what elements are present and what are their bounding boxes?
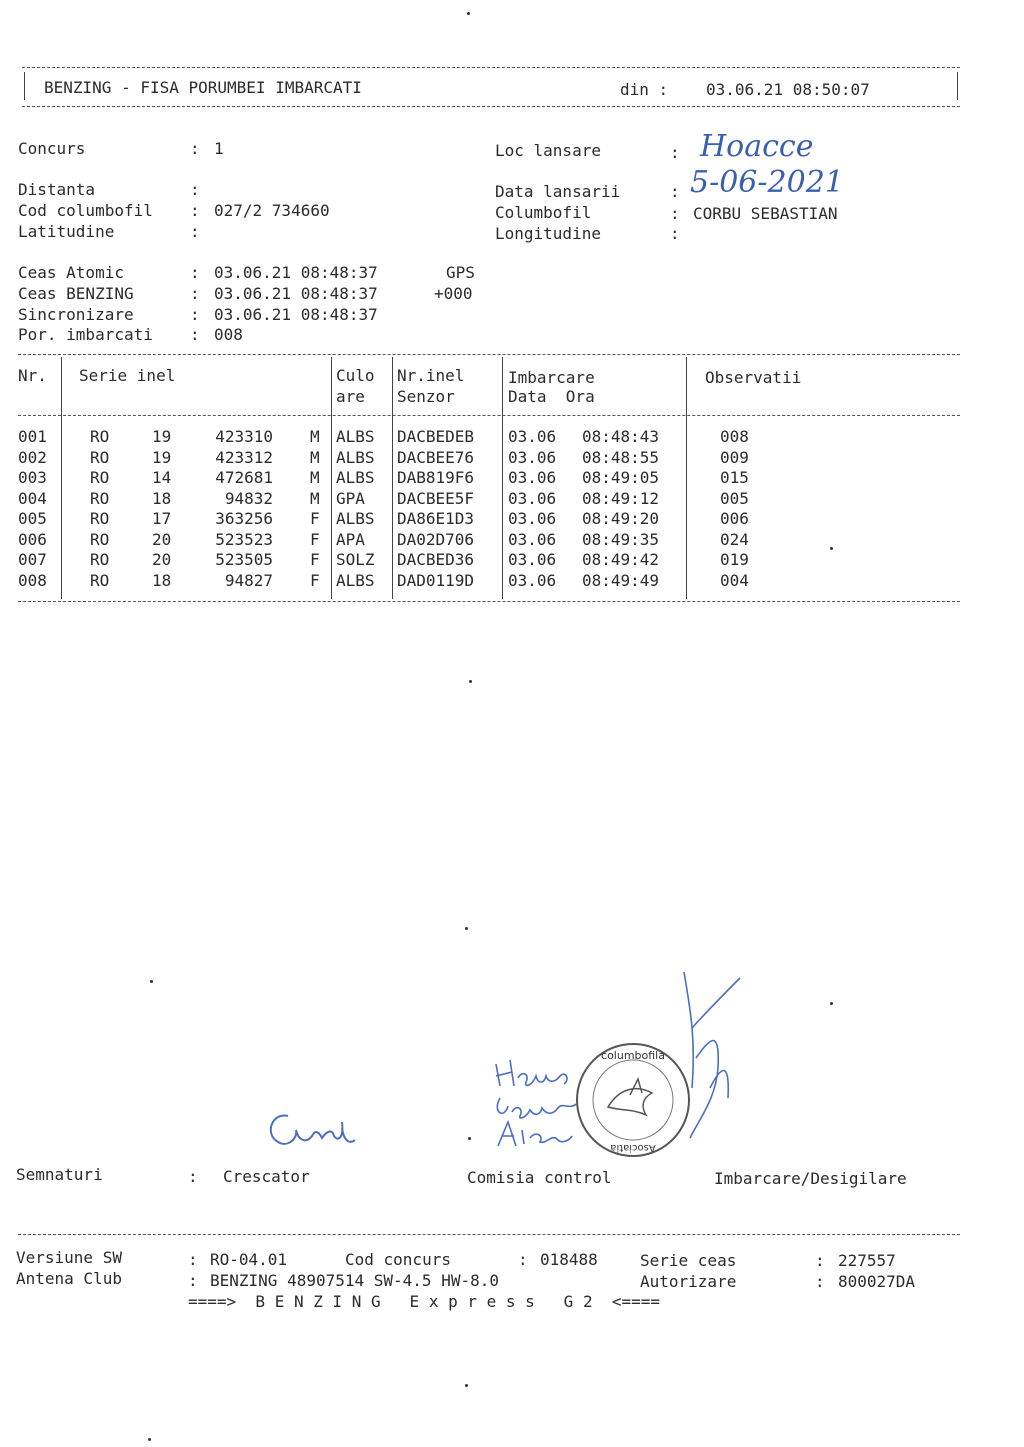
row-country: RO — [90, 468, 110, 487]
loc-lansare-colon: : — [670, 143, 680, 162]
header-date-label: din : — [620, 80, 669, 99]
row-obs: 024 — [720, 529, 749, 549]
cod-concurs-label: Cod concurs — [345, 1250, 451, 1269]
row-color: ALBS — [336, 570, 375, 590]
row-time: 08:48:55 — [582, 447, 660, 467]
data-lansarii-label: Data lansarii — [495, 182, 621, 201]
row-date: 03.06 — [508, 550, 557, 569]
row-time: 08:49:49 — [582, 570, 660, 590]
scan-speck — [830, 547, 833, 550]
row-country: RO — [90, 447, 110, 467]
ceas-benzing-suffix: +000 — [434, 284, 473, 303]
row-date: 03.06 — [508, 529, 557, 549]
data-lansarii-colon: : — [670, 182, 680, 201]
imbarcare-desigilare-label: Imbarcare/Desigilare — [714, 1169, 907, 1188]
por-imbarcati-label: Por. imbarcati — [18, 325, 153, 344]
row-time: 08:49:42 — [582, 550, 660, 569]
row-time: 08:49:35 — [582, 529, 660, 549]
row-nr: 003 — [18, 468, 47, 487]
comisia-control-label: Comisia control — [467, 1168, 612, 1187]
row-year: 18 — [152, 570, 172, 590]
sincronizare-colon: : — [190, 305, 200, 324]
row-sensor: DACBEE76 — [397, 447, 475, 467]
semnaturi-colon: : — [188, 1167, 198, 1186]
scan-speck — [465, 927, 468, 930]
semnaturi-label: Semnaturi — [16, 1165, 103, 1184]
cod-concurs-value: 018488 — [540, 1250, 598, 1269]
row-color: APA — [336, 529, 365, 549]
row-country: RO — [90, 550, 110, 569]
row-color: ALBS — [336, 468, 375, 487]
row-ring: 423310 — [215, 427, 273, 446]
row-sex: F — [310, 550, 320, 569]
columbofil-label: Columbofil — [495, 203, 592, 222]
row-nr: 001 — [18, 427, 47, 446]
longitudine-colon: : — [670, 224, 680, 243]
row-date: 03.06 — [508, 468, 557, 487]
row-obs: 006 — [720, 509, 749, 528]
por-imbarcati-value: 008 — [214, 325, 243, 344]
scan-speck — [830, 1002, 833, 1005]
row-country: RO — [90, 509, 110, 528]
por-imbarcati-colon: : — [190, 325, 200, 344]
row-ring: 94832 — [224, 488, 273, 508]
loc-lansare-handwritten: Hoacce — [700, 129, 814, 164]
imbarcare-signature — [670, 968, 750, 1148]
row-ring: 472681 — [215, 468, 273, 487]
latitudine-colon: : — [190, 222, 200, 241]
autorizare-colon: : — [815, 1272, 825, 1291]
concurs-colon: : — [190, 139, 200, 158]
row-sex: F — [310, 509, 320, 528]
autorizare-label: Autorizare — [640, 1272, 737, 1291]
cod-columbofil-value: 027/2 734660 — [214, 201, 330, 220]
serie-ceas-value: 227557 — [838, 1251, 896, 1270]
data-lansarii-handwritten: 5-06-2021 — [690, 165, 844, 200]
row-sex: F — [310, 529, 320, 549]
row-date: 03.06 — [508, 570, 557, 590]
versiune-sw-colon: : — [188, 1250, 198, 1269]
row-sensor: DA86E1D3 — [397, 509, 475, 528]
row-obs: 005 — [720, 488, 749, 508]
footer-separator — [18, 1234, 960, 1235]
scan-speck — [469, 680, 472, 683]
row-nr: 004 — [18, 488, 47, 508]
cod-columbofil-label: Cod columbofil — [18, 201, 153, 220]
row-year: 19 — [152, 447, 172, 467]
row-nr: 002 — [18, 447, 47, 467]
row-year: 20 — [152, 529, 172, 549]
crescator-signature — [258, 1098, 358, 1158]
row-color: ALBS — [336, 427, 375, 446]
header-date-value: 03.06.21 08:50:07 — [706, 80, 870, 99]
ceas-atomic-suffix: GPS — [446, 263, 475, 282]
row-color: ALBS — [336, 509, 375, 528]
header-left-border — [24, 72, 25, 100]
ceas-atomic-value: 03.06.21 08:48:37 — [214, 263, 378, 282]
scan-speck — [150, 980, 153, 983]
ceas-atomic-label: Ceas Atomic — [18, 263, 124, 282]
row-nr: 006 — [18, 529, 47, 549]
col-header-nr-inel: Nr.inel — [397, 366, 465, 385]
row-sex: M — [310, 427, 320, 446]
col-header-culoare: Culo — [336, 366, 375, 385]
distanta-colon: : — [190, 180, 200, 199]
distanta-label: Distanta — [18, 180, 96, 199]
scan-speck — [467, 12, 470, 15]
row-sensor: DAD0119D — [397, 570, 475, 590]
sincronizare-value: 03.06.21 08:48:37 — [214, 305, 378, 324]
col-header-observatii: Observatii — [705, 368, 802, 387]
row-sensor: DA02D706 — [397, 529, 475, 549]
row-time: 08:48:43 — [582, 427, 660, 446]
row-ring: 523505 — [215, 550, 273, 569]
columbofil-colon: : — [670, 204, 680, 223]
row-ring: 423312 — [215, 447, 273, 467]
col-header-data-ora: Data Ora — [508, 387, 595, 406]
row-sensor: DAB819F6 — [397, 468, 475, 487]
row-nr: 008 — [18, 570, 47, 590]
versiune-sw-label: Versiune SW — [16, 1248, 122, 1267]
row-country: RO — [90, 570, 110, 590]
row-obs: 019 — [720, 550, 749, 569]
row-ring: 94827 — [224, 570, 273, 590]
row-date: 03.06 — [508, 427, 557, 446]
table-header-border — [18, 415, 960, 416]
crescator-label: Crescator — [223, 1167, 310, 1186]
col-header-culoare-2: are — [336, 387, 365, 406]
row-year: 18 — [152, 488, 172, 508]
col-header-imbarcare: Imbarcare — [508, 368, 595, 387]
row-obs: 009 — [720, 447, 749, 467]
col-header-serie: Serie inel — [79, 366, 176, 385]
row-year: 17 — [152, 509, 172, 528]
row-time: 08:49:20 — [582, 509, 660, 528]
svg-text:columbofila: columbofila — [601, 1049, 665, 1062]
longitudine-label: Longitudine — [495, 224, 601, 243]
ceas-benzing-colon: : — [190, 284, 200, 303]
row-country: RO — [90, 529, 110, 549]
row-color: ALBS — [336, 447, 375, 467]
table-col-separator — [61, 357, 62, 599]
row-nr: 007 — [18, 550, 47, 569]
ceas-benzing-value: 03.06.21 08:48:37 — [214, 284, 378, 303]
row-obs: 004 — [720, 570, 749, 590]
table-col-separator — [502, 357, 503, 599]
row-sex: M — [310, 468, 320, 487]
col-header-nr: Nr. — [18, 366, 47, 385]
autorizare-value: 800027DA — [838, 1272, 916, 1291]
table-col-separator — [392, 357, 393, 599]
serie-ceas-label: Serie ceas — [640, 1251, 737, 1270]
row-year: 20 — [152, 550, 172, 569]
table-top-border — [18, 354, 960, 355]
scan-speck — [465, 1384, 468, 1387]
table-col-separator — [331, 357, 332, 599]
latitudine-label: Latitudine — [18, 222, 115, 241]
table-bottom-border — [18, 601, 960, 602]
row-nr: 005 — [18, 509, 47, 528]
row-date: 03.06 — [508, 509, 557, 528]
row-country: RO — [90, 488, 110, 508]
ceas-atomic-colon: : — [190, 263, 200, 282]
row-year: 14 — [152, 468, 172, 487]
svg-text:Asociatia: Asociatia — [610, 1142, 656, 1153]
cod-columbofil-colon: : — [190, 201, 200, 220]
row-sensor: DACBEDEB — [397, 427, 475, 446]
concurs-label: Concurs — [18, 139, 86, 158]
row-time: 08:49:05 — [582, 468, 660, 487]
row-obs: 008 — [720, 427, 749, 446]
versiune-sw-value: RO-04.01 — [210, 1250, 288, 1269]
row-date: 03.06 — [508, 488, 557, 508]
antena-club-value: BENZING 48907514 SW-4.5 HW-8.0 — [210, 1271, 499, 1290]
row-sensor: DACBEE5F — [397, 488, 475, 508]
row-sex: M — [310, 447, 320, 467]
columbofil-value: CORBU SEBASTIAN — [693, 204, 838, 223]
row-country: RO — [90, 427, 110, 446]
ceas-benzing-label: Ceas BENZING — [18, 284, 134, 303]
row-ring: 523523 — [215, 529, 273, 549]
scan-speck — [468, 1137, 471, 1140]
row-sex: F — [310, 570, 320, 590]
header-bottom-border — [22, 106, 960, 107]
cod-concurs-colon: : — [518, 1250, 528, 1269]
serie-ceas-colon: : — [815, 1251, 825, 1270]
antena-club-label: Antena Club — [16, 1269, 122, 1288]
row-sex: M — [310, 488, 320, 508]
concurs-value: 1 — [214, 139, 224, 158]
row-date: 03.06 — [508, 447, 557, 467]
row-time: 08:49:12 — [582, 488, 660, 508]
scan-speck — [148, 1438, 151, 1441]
table-col-separator — [686, 357, 687, 599]
row-sensor: DACBED36 — [397, 550, 475, 569]
row-color: GPA — [336, 488, 365, 508]
row-color: SOLZ — [336, 550, 375, 569]
benzing-express-banner: ====> B E N Z I N G E x p r e s s G 2 <==== — [188, 1292, 661, 1311]
loc-lansare-label: Loc lansare — [495, 141, 601, 160]
document-title: BENZING - FISA PORUMBEI IMBARCATI — [44, 78, 362, 97]
sincronizare-label: Sincronizare — [18, 305, 134, 324]
antena-club-colon: : — [188, 1271, 198, 1290]
row-year: 19 — [152, 427, 172, 446]
header-top-border — [22, 67, 960, 68]
row-ring: 363256 — [215, 509, 273, 528]
col-header-senzor: Senzor — [397, 387, 455, 406]
header-right-border — [957, 72, 958, 100]
row-obs: 015 — [720, 468, 749, 487]
